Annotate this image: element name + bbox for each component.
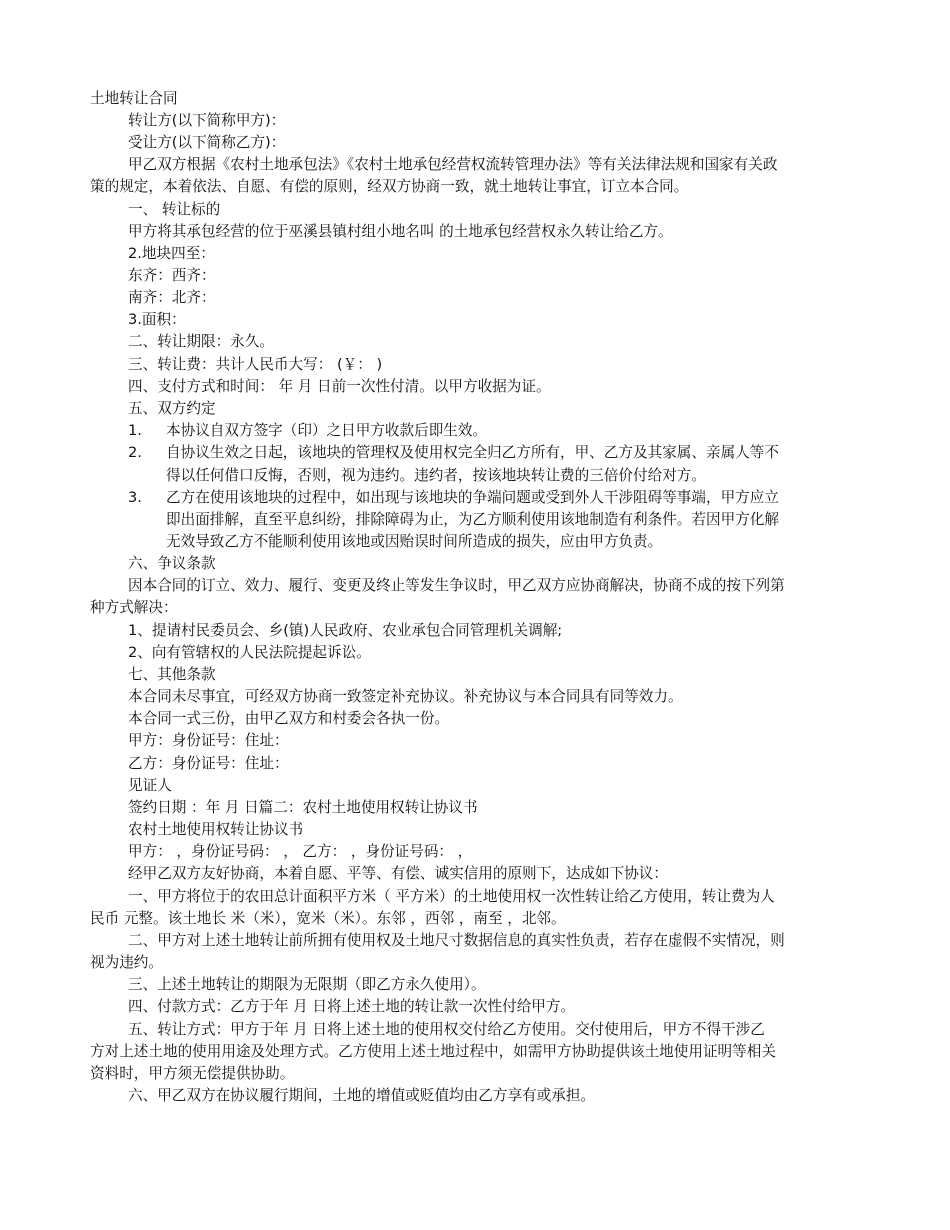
paragraph-line: 三、上述土地转让的期限为无限期（即乙方永久使用）。: [128, 976, 486, 993]
section-heading: 三、转让费：共计人民币大写： (￥： ): [128, 356, 383, 373]
party-b-line: 乙方：身份证号：住址：: [128, 755, 289, 772]
paragraph-line: 本合同一式三份，由甲乙双方和村委会各执一份。: [128, 710, 450, 727]
transferor-line: 转让方(以下简称甲方)：: [128, 112, 286, 129]
paragraph-line: 方对上述土地的使用用途及处理方式。乙方使用上述土地过程中，如需甲方协助提供该土地使用证明等相关: [90, 1043, 776, 1060]
section-heading: 五、双方约定: [128, 400, 216, 417]
list-item-text: 即出面排解，直至平息纠纷，排除障碍为止，为乙方顺利使用该地制造有利条件。若因甲方化解: [166, 511, 779, 528]
paragraph-line: 甲方将其承包经营的位于巫溪县镇村组小地名叫 的土地承包经营权永久转让给乙方。: [128, 223, 673, 240]
paragraph-line: 本合同未尽事宜，可经双方协商一致签定补充协议。补充协议与本合同具有同等效力。: [128, 688, 683, 705]
transferee-line: 受让方(以下简称乙方)：: [128, 134, 286, 151]
list-item-text: 得以任何借口反悔，否则，视为违约。违约者，按该地块转让费的三倍价付给对方。: [166, 467, 706, 484]
paragraph-line: 因本合同的订立、效力、履行、变更及终止等发生争议时，甲乙双方应协商解决，协商不成的按下列第: [128, 577, 785, 594]
list-number: 3.: [128, 489, 142, 506]
section-heading: 一、 转让标的: [128, 201, 221, 218]
paragraph-line: 2、向有管辖权的人民法院提起诉讼。: [128, 644, 371, 661]
paragraph-line: 南齐：北齐：: [128, 289, 216, 306]
document-title: 土地转让合同: [90, 90, 178, 107]
parties-line: 甲方： ，身份证号码： ， 乙方： ，身份证号码： ，: [128, 843, 473, 860]
paragraph-line: 四、付款方式：乙方于年 月 日将上述土地的转让款一次性付给甲方。: [128, 998, 576, 1015]
section-heading: 六、争议条款: [128, 555, 216, 572]
paragraph-line: 东齐：西齐：: [128, 267, 216, 284]
list-item-text: 自协议生效之日起，该地块的管理权及使用权完全归乙方所有，甲、乙方及其家属、亲属人等不: [166, 444, 779, 461]
list-number: 2.: [128, 444, 142, 461]
paragraph-line: 资料时，甲方须无偿提供协助。: [90, 1065, 295, 1082]
list-item-text: 乙方在使用该地块的过程中，如出现与该地块的争端问题或受到外人干涉阻碍等事端，甲方应立: [166, 489, 779, 506]
paragraph-line: 经甲乙双方友好协商，本着自愿、平等、有偿、诚实信用的原则下，达成如下协议：: [128, 865, 668, 882]
party-a-line: 甲方：身份证号：住址：: [128, 732, 289, 749]
paragraph-line: 民币 元整。该土地长 米（米），宽米（米）。东邻 ，西邻 ，南至 ，北邻。: [90, 910, 566, 927]
preamble-line-1: 甲乙双方根据《农村土地承包法》《农村土地承包经营权流转管理办法》等有关法律法规和国家有关政: [128, 156, 778, 173]
paragraph-line: 六、甲乙双方在协议履行期间，土地的增值或贬值均由乙方享有或承担。: [128, 1087, 596, 1104]
paragraph-line: 3.面积：: [128, 311, 186, 328]
list-item-text: 无效导致乙方不能顺利使用该地或因贻误时间所造成的损失，应由甲方负责。: [166, 533, 663, 550]
section-heading: 四、支付方式和时间： 年 月 日前一次性付清。以甲方收据为证。: [128, 378, 551, 395]
paragraph-line: 2.地块四至：: [128, 245, 215, 262]
paragraph-line: 一、甲方将位于的农田总计面积平方米（ 平方米）的土地使用权一次性转让给乙方使用，转让费为人: [128, 888, 775, 905]
section-heading: 七、其他条款: [128, 666, 216, 683]
preamble-line-2: 策的规定，本着依法、自愿、有偿的原则，经双方协商一致，就土地转让事宜，订立本合同。: [90, 178, 689, 195]
paragraph-line: 种方式解决：: [90, 599, 178, 616]
paragraph-line: 五、转让方式：甲方于年 月 日将上述土地的使用权交付给乙方使用。交付使用后，甲方不得干涉乙: [128, 1021, 765, 1038]
list-item-text: 本协议自双方签字（印）之日甲方收款后即生效。: [166, 422, 488, 439]
signing-date-line: 签约日期 ：年 月 日篇二：农村土地使用权转让协议书: [128, 799, 478, 816]
list-number: 1.: [128, 422, 142, 439]
second-document-title: 农村土地使用权转让协议书: [128, 821, 304, 838]
witness-line: 见证人: [128, 777, 172, 794]
paragraph-line: 视为违约。: [90, 954, 163, 971]
paragraph-line: 二、甲方对上述土地转让前所拥有使用权及土地尺寸数据信息的真实性负责，若存在虚假不实情况，则: [128, 932, 785, 949]
paragraph-line: 1、提请村民委员会、乡(镇)人民政府、农业承包合同管理机关调解;: [128, 622, 563, 639]
section-heading: 二、转让期限：永久。: [128, 333, 274, 350]
